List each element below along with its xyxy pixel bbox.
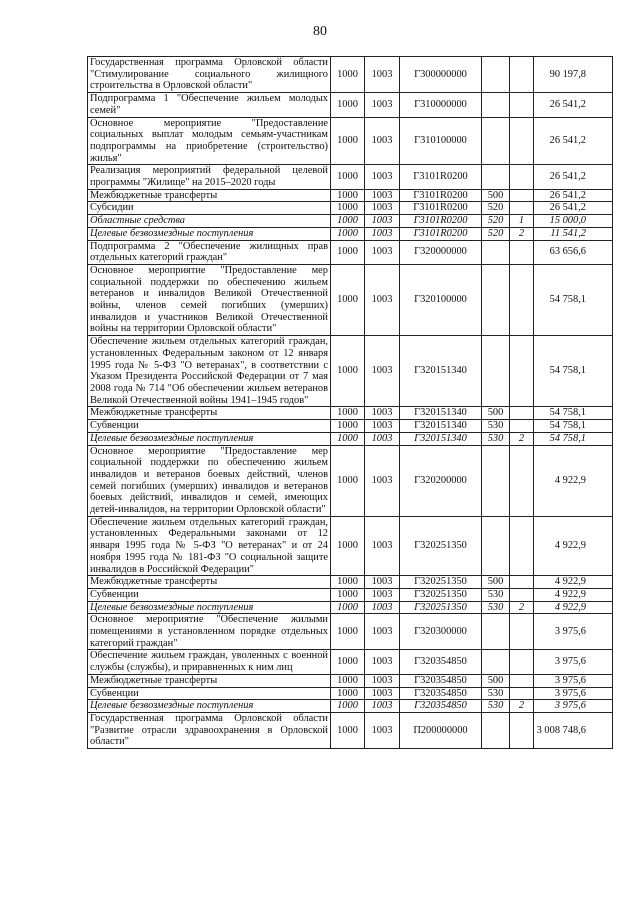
row-expense-type-cell: 500	[482, 674, 510, 687]
row-funding-source-cell	[510, 420, 534, 433]
row-amount-cell: 54 758,1	[534, 420, 613, 433]
row-expense-type-cell: 500	[482, 576, 510, 589]
row-target-article-cell: Г3101R0200	[400, 227, 482, 240]
row-section-cell: 1000	[331, 336, 365, 407]
row-amount-cell: 4 922,9	[534, 576, 613, 589]
row-section-cell: 1000	[331, 227, 365, 240]
row-section-cell: 1000	[331, 432, 365, 445]
row-amount-cell: 4 922,9	[534, 445, 613, 516]
row-name-cell: Обеспечение жильем отдельных категорий граждан, установленных Федеральными законами от 12 января 1995 года № 5-ФЗ "О ветеранах" и от 24 ноября 1995 года № 181-ФЗ "О социальной защите инвалидов в Российской Федерации"	[88, 516, 331, 576]
table-row	[88, 240, 613, 264]
row-amount-cell: 26 541,2	[534, 117, 613, 165]
row-subsection-cell: 1003	[365, 687, 400, 700]
row-target-article-cell: Г320151340	[400, 420, 482, 433]
row-section-cell: 1000	[331, 202, 365, 215]
row-expense-type-cell: 530	[482, 420, 510, 433]
row-amount-cell: 54 758,1	[534, 264, 613, 335]
row-target-article-cell: Г320354850	[400, 674, 482, 687]
row-expense-type-cell: 520	[482, 215, 510, 228]
row-target-article-cell: Г3101R0200	[400, 215, 482, 228]
row-subsection-cell: 1003	[365, 93, 400, 117]
row-subsection-cell: 1003	[365, 712, 400, 748]
table-row	[88, 93, 613, 117]
row-expense-type-cell: 530	[482, 601, 510, 614]
row-expense-type-cell	[482, 264, 510, 335]
row-funding-source-cell	[510, 189, 534, 202]
row-name-cell: Государственная программа Орловской области "Стимулирование социального жилищного строительства в Орловской области"	[88, 57, 331, 93]
row-name-cell: Основное мероприятие "Обеспечение жилыми помещениями в установленном порядке отдельных категорий граждан"	[88, 614, 331, 650]
row-funding-source-cell	[510, 117, 534, 165]
row-section-cell: 1000	[331, 420, 365, 433]
row-subsection-cell: 1003	[365, 432, 400, 445]
row-amount-cell: 63 656,6	[534, 240, 613, 264]
table-row	[88, 650, 613, 674]
table-row	[88, 189, 613, 202]
row-funding-source-cell	[510, 576, 534, 589]
row-amount-cell: 11 541,2	[534, 227, 613, 240]
row-target-article-cell: Г3101R0200	[400, 189, 482, 202]
row-subsection-cell: 1003	[365, 227, 400, 240]
row-amount-cell: 4 922,9	[534, 588, 613, 601]
row-name-cell: Межбюджетные трансферты	[88, 189, 331, 202]
row-target-article-cell: Г320100000	[400, 264, 482, 335]
row-subsection-cell: 1003	[365, 165, 400, 189]
row-section-cell: 1000	[331, 93, 365, 117]
row-name-cell: Областные средства	[88, 215, 331, 228]
row-name-cell: Основное мероприятие "Предоставление мер социальной поддержки по обеспечению жильем ветеранов и инвалидов Великой Отечественной войны, членов семей погибших (умерших) инвалидов и участников Великой Отечественной войны на территории Орловской области"	[88, 264, 331, 335]
row-section-cell: 1000	[331, 601, 365, 614]
row-section-cell: 1000	[331, 240, 365, 264]
row-name-cell: Субвенции	[88, 588, 331, 601]
row-subsection-cell: 1003	[365, 189, 400, 202]
row-amount-cell: 26 541,2	[534, 165, 613, 189]
row-funding-source-cell	[510, 687, 534, 700]
row-funding-source-cell	[510, 202, 534, 215]
row-section-cell: 1000	[331, 117, 365, 165]
row-target-article-cell: Г320251350	[400, 588, 482, 601]
row-expense-type-cell	[482, 240, 510, 264]
row-name-cell: Государственная программа Орловской области "Развитие отрасли здравоохранения в Орловской области"	[88, 712, 331, 748]
row-section-cell: 1000	[331, 407, 365, 420]
row-funding-source-cell: 2	[510, 700, 534, 713]
row-target-article-cell: Г320251350	[400, 516, 482, 576]
row-name-cell: Межбюджетные трансферты	[88, 576, 331, 589]
row-target-article-cell: Г320151340	[400, 407, 482, 420]
row-subsection-cell: 1003	[365, 650, 400, 674]
table-row	[88, 687, 613, 700]
row-target-article-cell: Г3101R0200	[400, 165, 482, 189]
row-funding-source-cell: 1	[510, 215, 534, 228]
row-funding-source-cell	[510, 516, 534, 576]
table-row	[88, 445, 613, 516]
row-target-article-cell: Г320354850	[400, 650, 482, 674]
row-target-article-cell: Г320251350	[400, 601, 482, 614]
row-funding-source-cell	[510, 650, 534, 674]
row-target-article-cell: Г320151340	[400, 432, 482, 445]
table-row	[88, 601, 613, 614]
row-name-cell: Обеспечение жильем граждан, уволенных с военной службы (службы), и приравненных к ним лиц	[88, 650, 331, 674]
row-name-cell: Субсидии	[88, 202, 331, 215]
row-section-cell: 1000	[331, 445, 365, 516]
row-section-cell: 1000	[331, 264, 365, 335]
row-amount-cell: 90 197,8	[534, 57, 613, 93]
row-amount-cell: 54 758,1	[534, 432, 613, 445]
row-subsection-cell: 1003	[365, 117, 400, 165]
row-section-cell: 1000	[331, 614, 365, 650]
row-section-cell: 1000	[331, 57, 365, 93]
table-row	[88, 215, 613, 228]
row-expense-type-cell	[482, 93, 510, 117]
row-subsection-cell: 1003	[365, 264, 400, 335]
row-expense-type-cell: 530	[482, 588, 510, 601]
row-subsection-cell: 1003	[365, 601, 400, 614]
row-expense-type-cell: 500	[482, 407, 510, 420]
row-expense-type-cell: 520	[482, 227, 510, 240]
row-subsection-cell: 1003	[365, 445, 400, 516]
row-funding-source-cell	[510, 588, 534, 601]
row-section-cell: 1000	[331, 165, 365, 189]
row-target-article-cell: Г320354850	[400, 687, 482, 700]
row-funding-source-cell	[510, 712, 534, 748]
row-section-cell: 1000	[331, 516, 365, 576]
row-expense-type-cell	[482, 165, 510, 189]
row-name-cell: Основное мероприятие "Предоставление мер социальной поддержки по обеспечению жильем инвалидов и ветеранов боевых действий, членов семей погибших (умерших) инвалидов и ветеранов боевых действий, инвалидов и семей, имеющих детей-инвалидов, на территории Орловской области"	[88, 445, 331, 516]
table-row	[88, 712, 613, 748]
table-row	[88, 674, 613, 687]
row-amount-cell: 4 922,9	[534, 601, 613, 614]
row-target-article-cell: Г300000000	[400, 57, 482, 93]
budget-table-body	[88, 57, 613, 749]
row-section-cell: 1000	[331, 215, 365, 228]
row-name-cell: Целевые безвозмездные поступления	[88, 432, 331, 445]
row-section-cell: 1000	[331, 687, 365, 700]
row-amount-cell: 26 541,2	[534, 93, 613, 117]
row-amount-cell: 3 975,6	[534, 674, 613, 687]
row-expense-type-cell: 520	[482, 202, 510, 215]
row-funding-source-cell	[510, 240, 534, 264]
row-expense-type-cell: 530	[482, 700, 510, 713]
row-subsection-cell: 1003	[365, 407, 400, 420]
budget-table	[87, 56, 613, 749]
table-row	[88, 700, 613, 713]
row-name-cell: Целевые безвозмездные поступления	[88, 601, 331, 614]
table-row	[88, 264, 613, 335]
row-amount-cell: 15 000,0	[534, 215, 613, 228]
row-expense-type-cell	[482, 650, 510, 674]
row-name-cell: Основное мероприятие "Предоставление социальных выплат молодым семьям-участникам подпрограммы на приобретение (строительство) жилья"	[88, 117, 331, 165]
row-section-cell: 1000	[331, 576, 365, 589]
row-target-article-cell: Г320354850	[400, 700, 482, 713]
row-funding-source-cell	[510, 93, 534, 117]
table-row	[88, 432, 613, 445]
table-row	[88, 227, 613, 240]
row-target-article-cell: Г310000000	[400, 93, 482, 117]
row-name-cell: Межбюджетные трансферты	[88, 674, 331, 687]
row-subsection-cell: 1003	[365, 336, 400, 407]
table-row	[88, 336, 613, 407]
row-amount-cell: 3 975,6	[534, 687, 613, 700]
page-number: 80	[313, 24, 327, 39]
table-row	[88, 614, 613, 650]
row-amount-cell: 3 975,6	[534, 614, 613, 650]
row-target-article-cell: Г320300000	[400, 614, 482, 650]
row-section-cell: 1000	[331, 650, 365, 674]
row-subsection-cell: 1003	[365, 674, 400, 687]
table-row	[88, 516, 613, 576]
row-target-article-cell: Г310100000	[400, 117, 482, 165]
row-subsection-cell: 1003	[365, 576, 400, 589]
row-amount-cell: 3 975,6	[534, 650, 613, 674]
row-expense-type-cell: 530	[482, 687, 510, 700]
row-target-article-cell: Г320151340	[400, 336, 482, 407]
row-funding-source-cell	[510, 57, 534, 93]
row-subsection-cell: 1003	[365, 588, 400, 601]
row-subsection-cell: 1003	[365, 215, 400, 228]
row-funding-source-cell: 2	[510, 432, 534, 445]
row-subsection-cell: 1003	[365, 57, 400, 93]
row-name-cell: Реализация мероприятий федеральной целевой программы "Жилище" на 2015–2020 годы	[88, 165, 331, 189]
row-funding-source-cell	[510, 445, 534, 516]
row-subsection-cell: 1003	[365, 240, 400, 264]
row-amount-cell: 3 975,6	[534, 700, 613, 713]
row-funding-source-cell: 2	[510, 227, 534, 240]
row-funding-source-cell	[510, 165, 534, 189]
row-amount-cell: 26 541,2	[534, 189, 613, 202]
table-row	[88, 117, 613, 165]
row-expense-type-cell: 500	[482, 189, 510, 202]
row-target-article-cell: Г3101R0200	[400, 202, 482, 215]
row-funding-source-cell	[510, 336, 534, 407]
row-subsection-cell: 1003	[365, 700, 400, 713]
row-funding-source-cell	[510, 674, 534, 687]
row-expense-type-cell	[482, 117, 510, 165]
row-amount-cell: 54 758,1	[534, 407, 613, 420]
row-name-cell: Обеспечение жильем отдельных категорий граждан, установленных Федеральным законом от 12 января 1995 года № 5-ФЗ "О ветеранах", в соответствии с Указом Президента Российской Федерации от 7 мая 2008 года № 714 "Об обеспечении жильем ветеранов Великой Отечественной войны 1941–1945 годов"	[88, 336, 331, 407]
row-section-cell: 1000	[331, 189, 365, 202]
row-target-article-cell: Г320000000	[400, 240, 482, 264]
row-funding-source-cell: 2	[510, 601, 534, 614]
row-expense-type-cell	[482, 445, 510, 516]
row-section-cell: 1000	[331, 700, 365, 713]
row-expense-type-cell	[482, 516, 510, 576]
row-name-cell: Целевые безвозмездные поступления	[88, 227, 331, 240]
row-expense-type-cell	[482, 57, 510, 93]
row-amount-cell: 3 008 748,6	[534, 712, 613, 748]
row-funding-source-cell	[510, 264, 534, 335]
table-row	[88, 576, 613, 589]
row-expense-type-cell: 530	[482, 432, 510, 445]
row-amount-cell: 4 922,9	[534, 516, 613, 576]
row-target-article-cell: Г320251350	[400, 576, 482, 589]
row-amount-cell: 26 541,2	[534, 202, 613, 215]
row-name-cell: Межбюджетные трансферты	[88, 407, 331, 420]
row-expense-type-cell	[482, 712, 510, 748]
table-row	[88, 202, 613, 215]
row-target-article-cell: П200000000	[400, 712, 482, 748]
row-name-cell: Субвенции	[88, 687, 331, 700]
row-section-cell: 1000	[331, 712, 365, 748]
row-name-cell: Субвенции	[88, 420, 331, 433]
table-row	[88, 588, 613, 601]
row-name-cell: Целевые безвозмездные поступления	[88, 700, 331, 713]
row-name-cell: Подпрограмма 1 "Обеспечение жильем молодых семей"	[88, 93, 331, 117]
table-row	[88, 165, 613, 189]
row-section-cell: 1000	[331, 588, 365, 601]
row-section-cell: 1000	[331, 674, 365, 687]
table-row	[88, 407, 613, 420]
row-subsection-cell: 1003	[365, 420, 400, 433]
row-subsection-cell: 1003	[365, 202, 400, 215]
table-row	[88, 57, 613, 93]
table-row	[88, 420, 613, 433]
row-subsection-cell: 1003	[365, 614, 400, 650]
row-name-cell: Подпрограмма 2 "Обеспечение жилищных прав отдельных категорий граждан"	[88, 240, 331, 264]
row-amount-cell: 54 758,1	[534, 336, 613, 407]
row-expense-type-cell	[482, 614, 510, 650]
row-funding-source-cell	[510, 407, 534, 420]
row-target-article-cell: Г320200000	[400, 445, 482, 516]
row-subsection-cell: 1003	[365, 516, 400, 576]
row-funding-source-cell	[510, 614, 534, 650]
row-expense-type-cell	[482, 336, 510, 407]
